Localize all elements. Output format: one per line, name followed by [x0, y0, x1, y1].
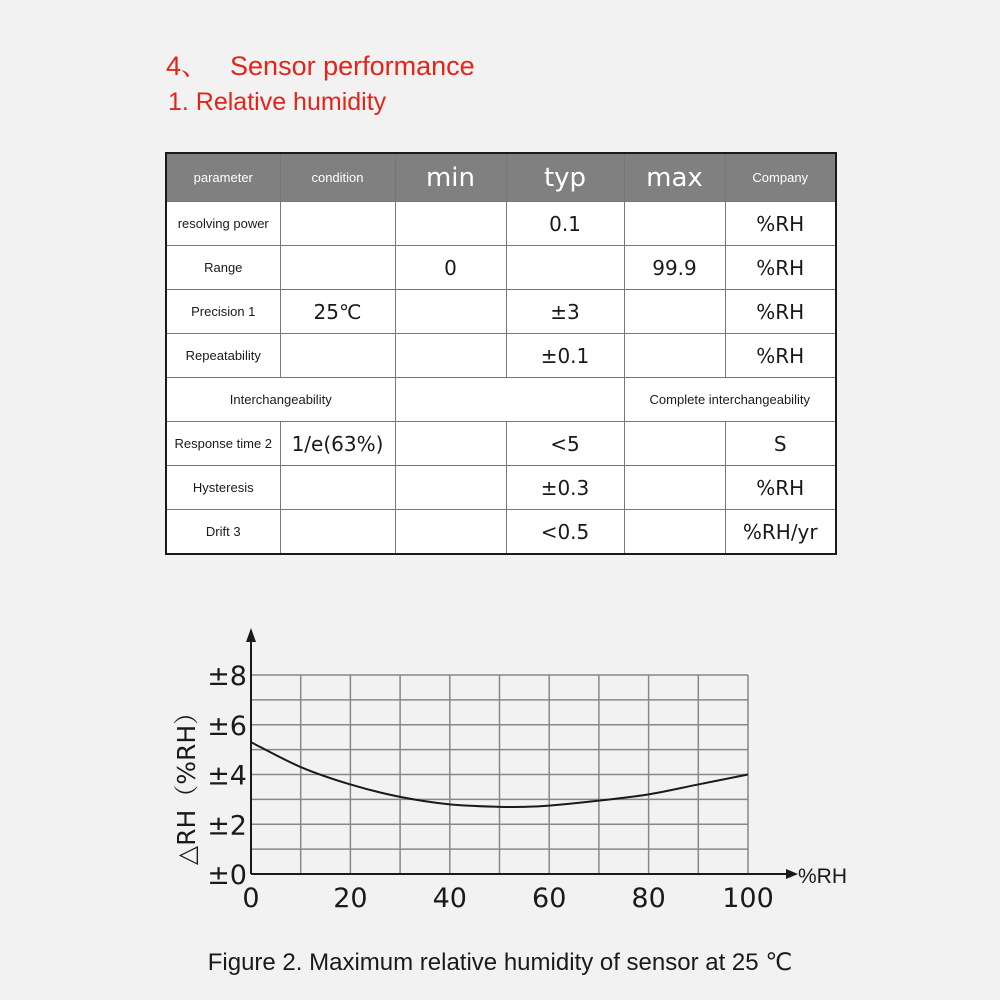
table-row: [166, 246, 836, 290]
cell-typ: [506, 246, 624, 290]
cell-typ: <0.5: [506, 510, 624, 555]
cell-min: [395, 334, 506, 378]
cell-condition: [280, 510, 395, 555]
cell-min: 0: [395, 246, 506, 290]
figure-caption: Figure 2. Maximum relative humidity of sensor at 25 ℃: [207, 949, 793, 976]
table-header-row: [166, 153, 836, 202]
humidity-error-chart: [0, 620, 1000, 920]
cell-unit: %RH/yr: [725, 510, 836, 555]
cell-min: [395, 466, 506, 510]
header-max: max: [624, 153, 725, 202]
cell-condition: [280, 246, 395, 290]
cell-min: [395, 202, 506, 246]
cell-condition: [280, 334, 395, 378]
cell-min: [395, 510, 506, 555]
x-tick-label: 40: [432, 883, 467, 914]
cell-empty: [395, 378, 624, 422]
cell-condition: 1/e(63%): [280, 422, 395, 466]
header-company: Company: [725, 153, 836, 202]
table-row: [166, 290, 836, 334]
cell-max: [624, 290, 725, 334]
cell-typ: ±0.1: [506, 334, 624, 378]
cell-max: [624, 334, 725, 378]
cell-min: [395, 290, 506, 334]
table-row: [166, 334, 836, 378]
cell-typ: <5: [506, 422, 624, 466]
table-row: [166, 422, 836, 466]
y-axis-arrow: [246, 628, 256, 642]
cell-parameter: resolving power: [166, 202, 280, 246]
x-axis-label: %RH: [798, 865, 848, 888]
cell-parameter: Precision 1: [166, 290, 280, 334]
cell-unit: %RH: [725, 290, 836, 334]
cell-parameter: Repeatability: [166, 334, 280, 378]
table-row: [166, 510, 836, 555]
cell-typ: 0.1: [506, 202, 624, 246]
y-tick-label: ±6: [207, 710, 247, 742]
cell-condition: [280, 466, 395, 510]
cell-max: [624, 466, 725, 510]
cell-condition: [280, 202, 395, 246]
cell-max: [624, 202, 725, 246]
cell-parameter: Response time 2: [166, 422, 280, 466]
cell-typ: ±3: [506, 290, 624, 334]
x-tick-label: 0: [242, 883, 260, 914]
x-tick-label: 80: [631, 883, 666, 914]
cell-parameter: Interchangeability: [166, 378, 395, 422]
chart-svg: [0, 620, 1000, 920]
cell-typ: ±0.3: [506, 466, 624, 510]
humidity-spec-table: [165, 152, 837, 555]
cell-min: [395, 422, 506, 466]
table-row: [166, 466, 836, 510]
x-tick-label: 20: [333, 883, 368, 914]
header-typ: typ: [506, 153, 624, 202]
subsection-title: 1. Relative humidity: [168, 88, 387, 116]
table-row: [166, 202, 836, 246]
table-row: [166, 378, 836, 422]
header-min: min: [395, 153, 506, 202]
section-number: 4、: [166, 51, 209, 81]
cell-max: [624, 422, 725, 466]
cell-unit: %RH: [725, 202, 836, 246]
cell-max: 99.9: [624, 246, 725, 290]
x-tick-label: 60: [532, 883, 567, 914]
y-tick-label: ±8: [207, 661, 247, 692]
cell-condition: 25℃: [280, 290, 395, 334]
x-axis-arrow: [786, 869, 798, 879]
y-axis-label: △RH（%RH）: [172, 699, 201, 866]
y-tick-label: ±2: [207, 810, 247, 842]
cell-interchangeability-value: Complete interchangeability: [624, 378, 836, 422]
x-tick-label: 100: [722, 883, 774, 914]
header-condition: condition: [280, 153, 395, 202]
cell-unit: %RH: [725, 246, 836, 290]
cell-unit: %RH: [725, 466, 836, 510]
cell-unit: S: [725, 422, 836, 466]
cell-max: [624, 510, 725, 555]
cell-parameter: Drift 3: [166, 510, 280, 555]
y-tick-label: ±4: [207, 760, 247, 792]
cell-parameter: Range: [166, 246, 280, 290]
cell-parameter: Hysteresis: [166, 466, 280, 510]
header-parameter: parameter: [166, 153, 280, 202]
cell-unit: %RH: [725, 334, 836, 378]
section-title: [166, 44, 475, 83]
y-tick-label: ±0: [207, 860, 247, 891]
section-title-text: Sensor performance: [230, 51, 475, 81]
